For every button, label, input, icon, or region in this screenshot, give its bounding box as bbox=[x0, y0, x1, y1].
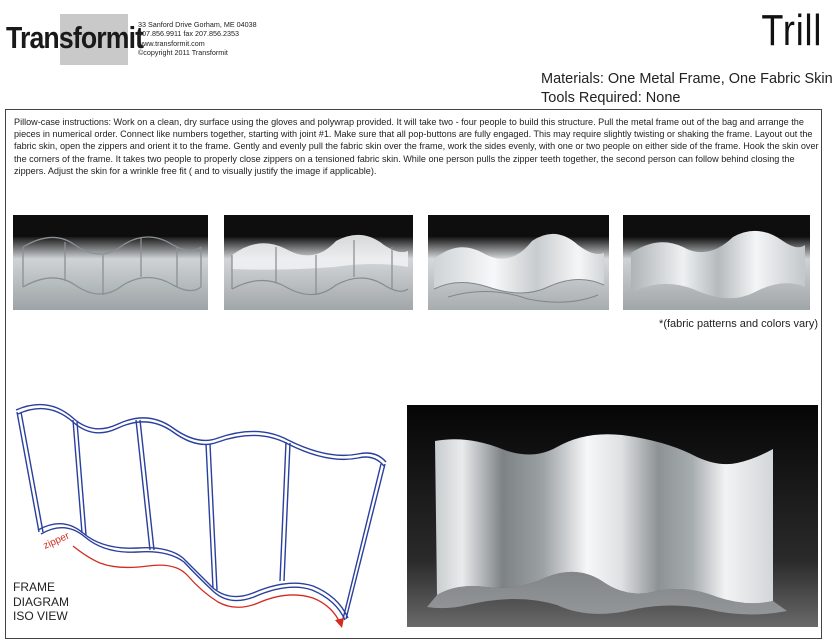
materials-text: Materials: One Metal Frame, One Fabric Skin bbox=[541, 71, 833, 87]
zipper-label: zipper bbox=[41, 530, 72, 552]
frame-label-line-3: ISO VIEW bbox=[13, 609, 68, 623]
website-link[interactable]: www.transformit.com bbox=[138, 38, 205, 48]
tools-text: Tools Required: None bbox=[541, 90, 681, 106]
instructions-text: Pillow-case instructions: Work on a clean, dry surface using the gloves and polywrap provided. It will take two - four people to build this structure. Pull the metal frame out of the bag and arrange the pieces in numerical order. Connect like numbers together, starting with joint #1. Make sure that all pop-buttons are fully engaged. This may require slightly twisting or shaking the frame. Layout out the fabric skin, open the zippers and orient it to the frame. Gently and evenly pull the fabric skin over the frame, work the sides evenly, with one or two people on either side of the frame. Hook the skin over the corners of the frame. It takes two people to properly close zippers on a tensioned fabric skin. While one person pulls the zipper teeth together, the second person can follow behind closing the zippers. Adjust the skin for a wrinkle free fit ( and to visually justify the image if applicable). bbox=[14, 117, 819, 176]
address-text: 33 Sanford Drive Gorham, ME 04038 bbox=[138, 20, 257, 29]
logo-text: Transformit bbox=[6, 20, 144, 55]
frame-label-line-1: FRAME bbox=[13, 580, 55, 594]
frame-diagram-label bbox=[13, 580, 69, 624]
step-photo-4 bbox=[623, 215, 810, 310]
phone-text: 207.856.9911 fax 207.856.2353 bbox=[138, 29, 239, 39]
frame-outline bbox=[16, 405, 386, 620]
brand-logo bbox=[0, 14, 144, 64]
copyright-text: ©copyright 2011 Transformit bbox=[138, 47, 228, 57]
product-title: Trill bbox=[761, 6, 822, 55]
frame-label-line-2: DIAGRAM bbox=[13, 594, 70, 609]
contact-info bbox=[138, 20, 257, 57]
product-photo bbox=[407, 405, 818, 627]
materials-block bbox=[541, 70, 833, 108]
step-photo-2 bbox=[224, 215, 413, 310]
step-photo-3 bbox=[428, 215, 609, 310]
fabric-note: *(fabric patterns and colors vary) bbox=[659, 318, 818, 330]
step-photo-1 bbox=[13, 215, 208, 310]
